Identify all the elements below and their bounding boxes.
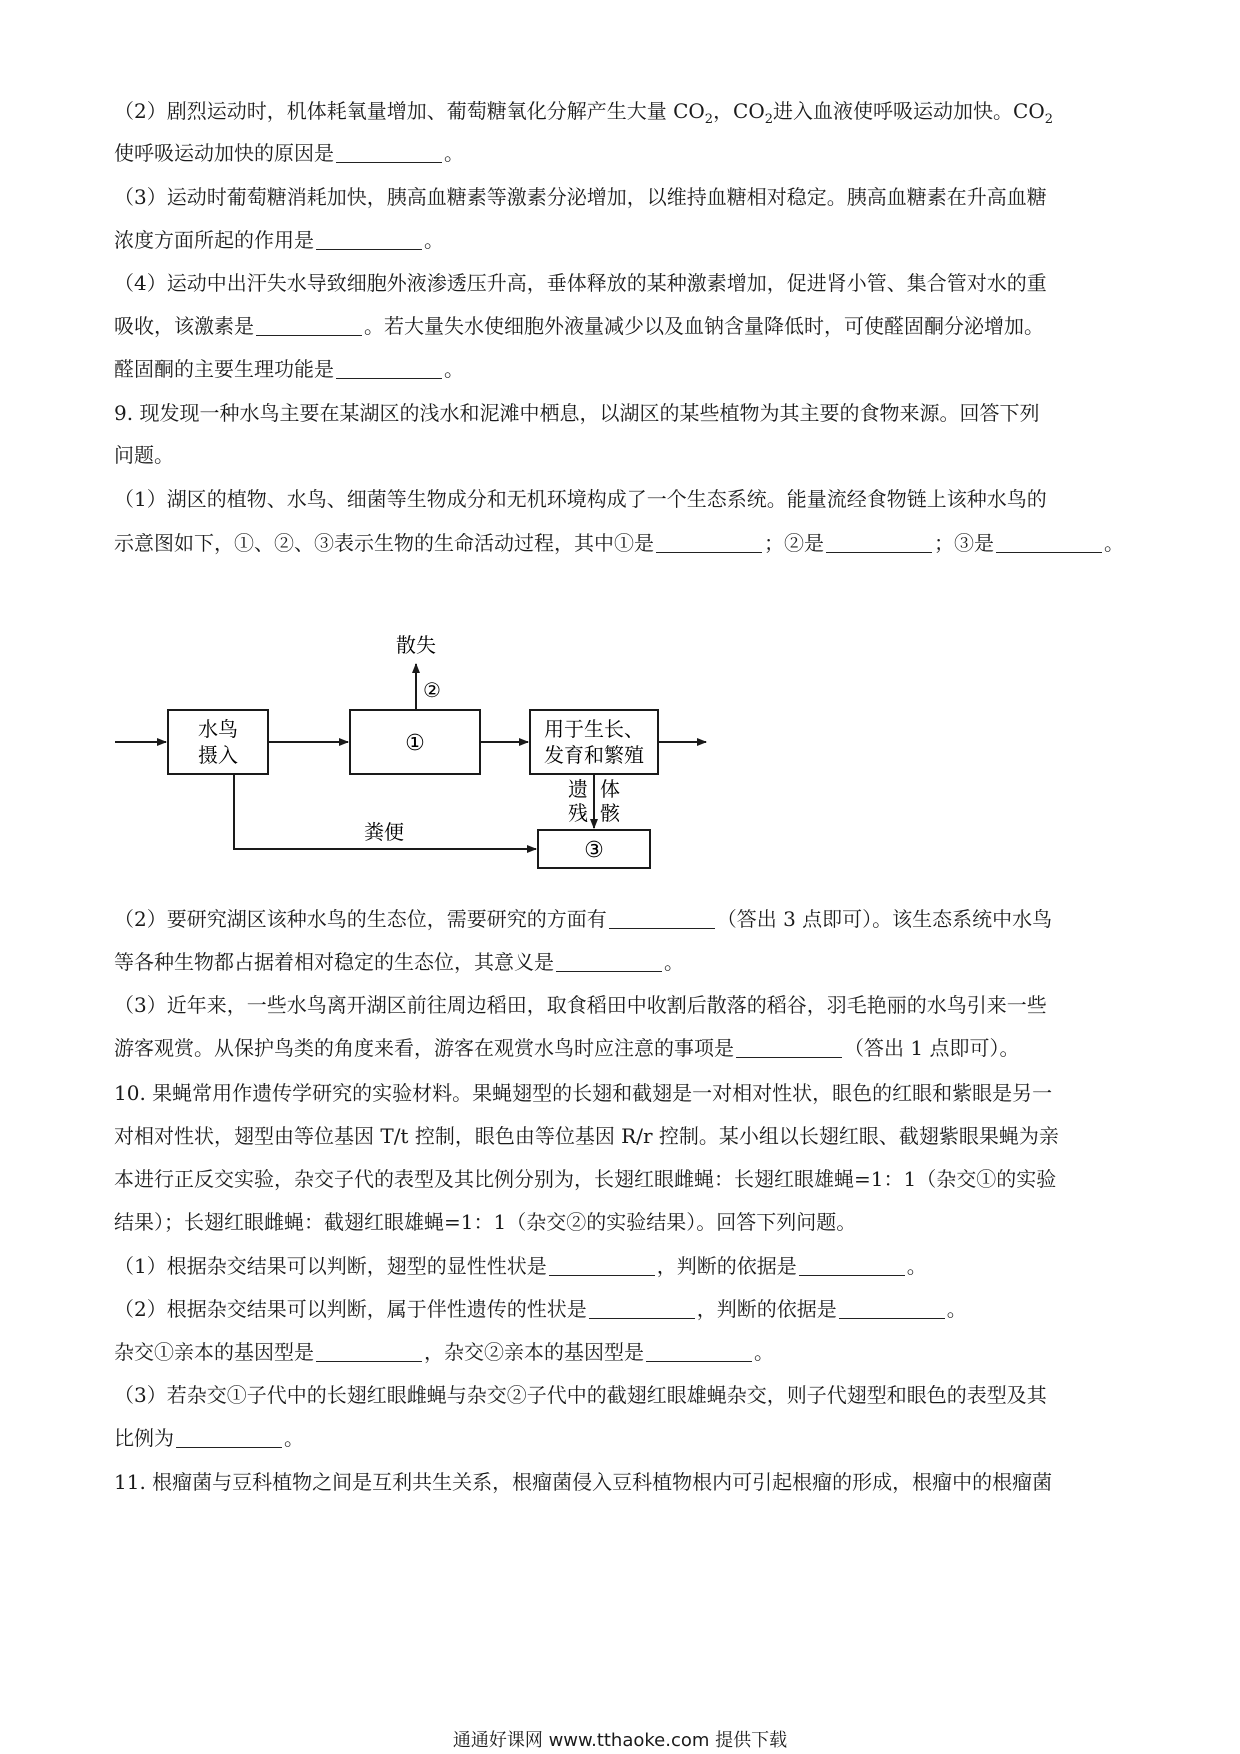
text-line: 示意图如下，①、②、③表示生物的生命活动过程，其中①是 ；②是 ；③是 。 xyxy=(114,531,1124,555)
text-line: （3）运动时葡萄糖消耗加快，胰高血糖素等激素分泌增加，以维持血糖相对稳定。胰高血糖素在升高血糖 xyxy=(114,185,1047,209)
text-line: 结果）；长翅红眼雌蝇：截翅红眼雄蝇=1：1（杂交②的实验结果）。回答下列问题。 xyxy=(114,1210,857,1234)
text-line: （2）根据杂交结果可以判断，属于伴性遗传的性状是 ，判断的依据是 。 xyxy=(114,1297,967,1321)
answer-blank[interactable] xyxy=(736,1037,842,1058)
answer-blank[interactable] xyxy=(656,532,762,553)
decomposer-label: ③ xyxy=(584,838,604,863)
text-line: 吸收，该激素是 。若大量失水使细胞外液量减少以及血钠含量降低时，可使醛固酮分泌增加。 xyxy=(114,314,1044,338)
text-line: 使呼吸运动加快的原因是 。 xyxy=(114,141,464,165)
text-line: 等各种生物都占据着相对稳定的生态位，其意义是 。 xyxy=(114,950,684,974)
remains-label-2: 体 xyxy=(600,777,620,801)
text-line: 杂交①亲本的基因型是 ，杂交②亲本的基因型是 。 xyxy=(114,1340,774,1364)
intake-label-1: 水鸟 xyxy=(198,717,238,741)
text-line: 本进行正反交实验，杂交子代的表型及其比例分别为，长翅红眼雌蝇：长翅红眼雄蝇=1：1（杂交①的实验 xyxy=(114,1167,1057,1191)
answer-blank[interactable] xyxy=(316,229,422,250)
text-line: 10. 果蝇常用作遗传学研究的实验材料。果蝇翅型的长翅和截翅是一对相对性状，眼色的红眼和紫眼是另一 xyxy=(114,1081,1053,1105)
answer-blank[interactable] xyxy=(336,142,442,163)
text-line: 浓度方面所起的作用是 。 xyxy=(114,228,444,252)
text-line: （1）根据杂交结果可以判断，翅型的显性性状是 ，判断的依据是 。 xyxy=(114,1254,927,1278)
answer-blank[interactable] xyxy=(799,1255,905,1276)
energy-flow-diagram xyxy=(0,630,1240,870)
growth-label-2: 发育和繁殖 xyxy=(544,743,644,767)
loss-process-label: ② xyxy=(423,678,441,702)
feces-label: 粪便 xyxy=(364,820,404,844)
text-line: （1）湖区的植物、水鸟、细菌等生物成分和无机环境构成了一个生态系统。能量流经食物链上该种水鸟的 xyxy=(114,487,1047,511)
answer-blank[interactable] xyxy=(826,532,932,553)
loss-label: 散失 xyxy=(396,633,436,657)
text-line: 9. 现发现一种水鸟主要在某湖区的浅水和泥滩中栖息，以湖区的某些植物为其主要的食物来源。回答下列 xyxy=(114,401,1040,425)
remains-label-3: 残 xyxy=(568,801,588,825)
remains-label-4: 骸 xyxy=(600,801,620,825)
answer-blank[interactable] xyxy=(256,315,362,336)
text-line: （4）运动中出汗失水导致细胞外液渗透压升高，垂体释放的某种激素增加，促进肾小管、集合管对水的重 xyxy=(114,271,1047,295)
text-line: （2）要研究湖区该种水鸟的生态位，需要研究的方面有 （答出 3 点即可）。该生态系统中水鸟 xyxy=(114,907,1053,931)
text-line: 对相对性状，翅型由等位基因 T/t 控制，眼色由等位基因 R/r 控制。某小组以长翅红眼、截翅紫眼果蝇为亲 xyxy=(114,1124,1059,1148)
answer-blank[interactable] xyxy=(589,1298,695,1319)
text-line: 问题。 xyxy=(114,443,174,467)
answer-blank[interactable] xyxy=(176,1427,282,1448)
text-line: 游客观赏。从保护鸟类的角度来看，游客在观赏水鸟时应注意的事项是 （答出 1 点即可）。 xyxy=(114,1036,1020,1060)
intake-label-2: 摄入 xyxy=(198,743,238,767)
answer-blank[interactable] xyxy=(609,908,715,929)
text-line: 比例为 。 xyxy=(114,1426,304,1450)
answer-blank[interactable] xyxy=(646,1341,752,1362)
answer-blank[interactable] xyxy=(839,1298,945,1319)
page-footer: 通通好课网 www.tthaoke.com 提供下载 xyxy=(452,1730,788,1751)
growth-label-1: 用于生长、 xyxy=(544,717,644,741)
assimilation-label: ① xyxy=(405,731,425,756)
text-line: （3）近年来，一些水鸟离开湖区前往周边稻田，取食稻田中收割后散落的稻谷，羽毛艳丽的水鸟引来一些 xyxy=(114,993,1047,1017)
answer-blank[interactable] xyxy=(336,358,442,379)
answer-blank[interactable] xyxy=(996,532,1102,553)
answer-blank[interactable] xyxy=(549,1255,655,1276)
text-line: （3）若杂交①子代中的长翅红眼雌蝇与杂交②子代中的截翅红眼雄蝇杂交，则子代翅型和眼色的表型及其 xyxy=(114,1383,1047,1407)
text-line: 11. 根瘤菌与豆科植物之间是互利共生关系，根瘤菌侵入豆科植物根内可引起根瘤的形成，根瘤中的根瘤菌 xyxy=(114,1470,1053,1494)
text-line: （2）剧烈运动时，机体耗氧量增加、葡萄糖氧化分解产生大量 $CO_2$，$CO_2$进入血液使呼吸运动加快。$CO_2$ xyxy=(114,99,1054,127)
answer-blank[interactable] xyxy=(316,1341,422,1362)
answer-blank[interactable] xyxy=(556,951,662,972)
remains-label-1: 遗 xyxy=(568,777,588,801)
text-line: 醛固酮的主要生理功能是 。 xyxy=(114,357,464,381)
